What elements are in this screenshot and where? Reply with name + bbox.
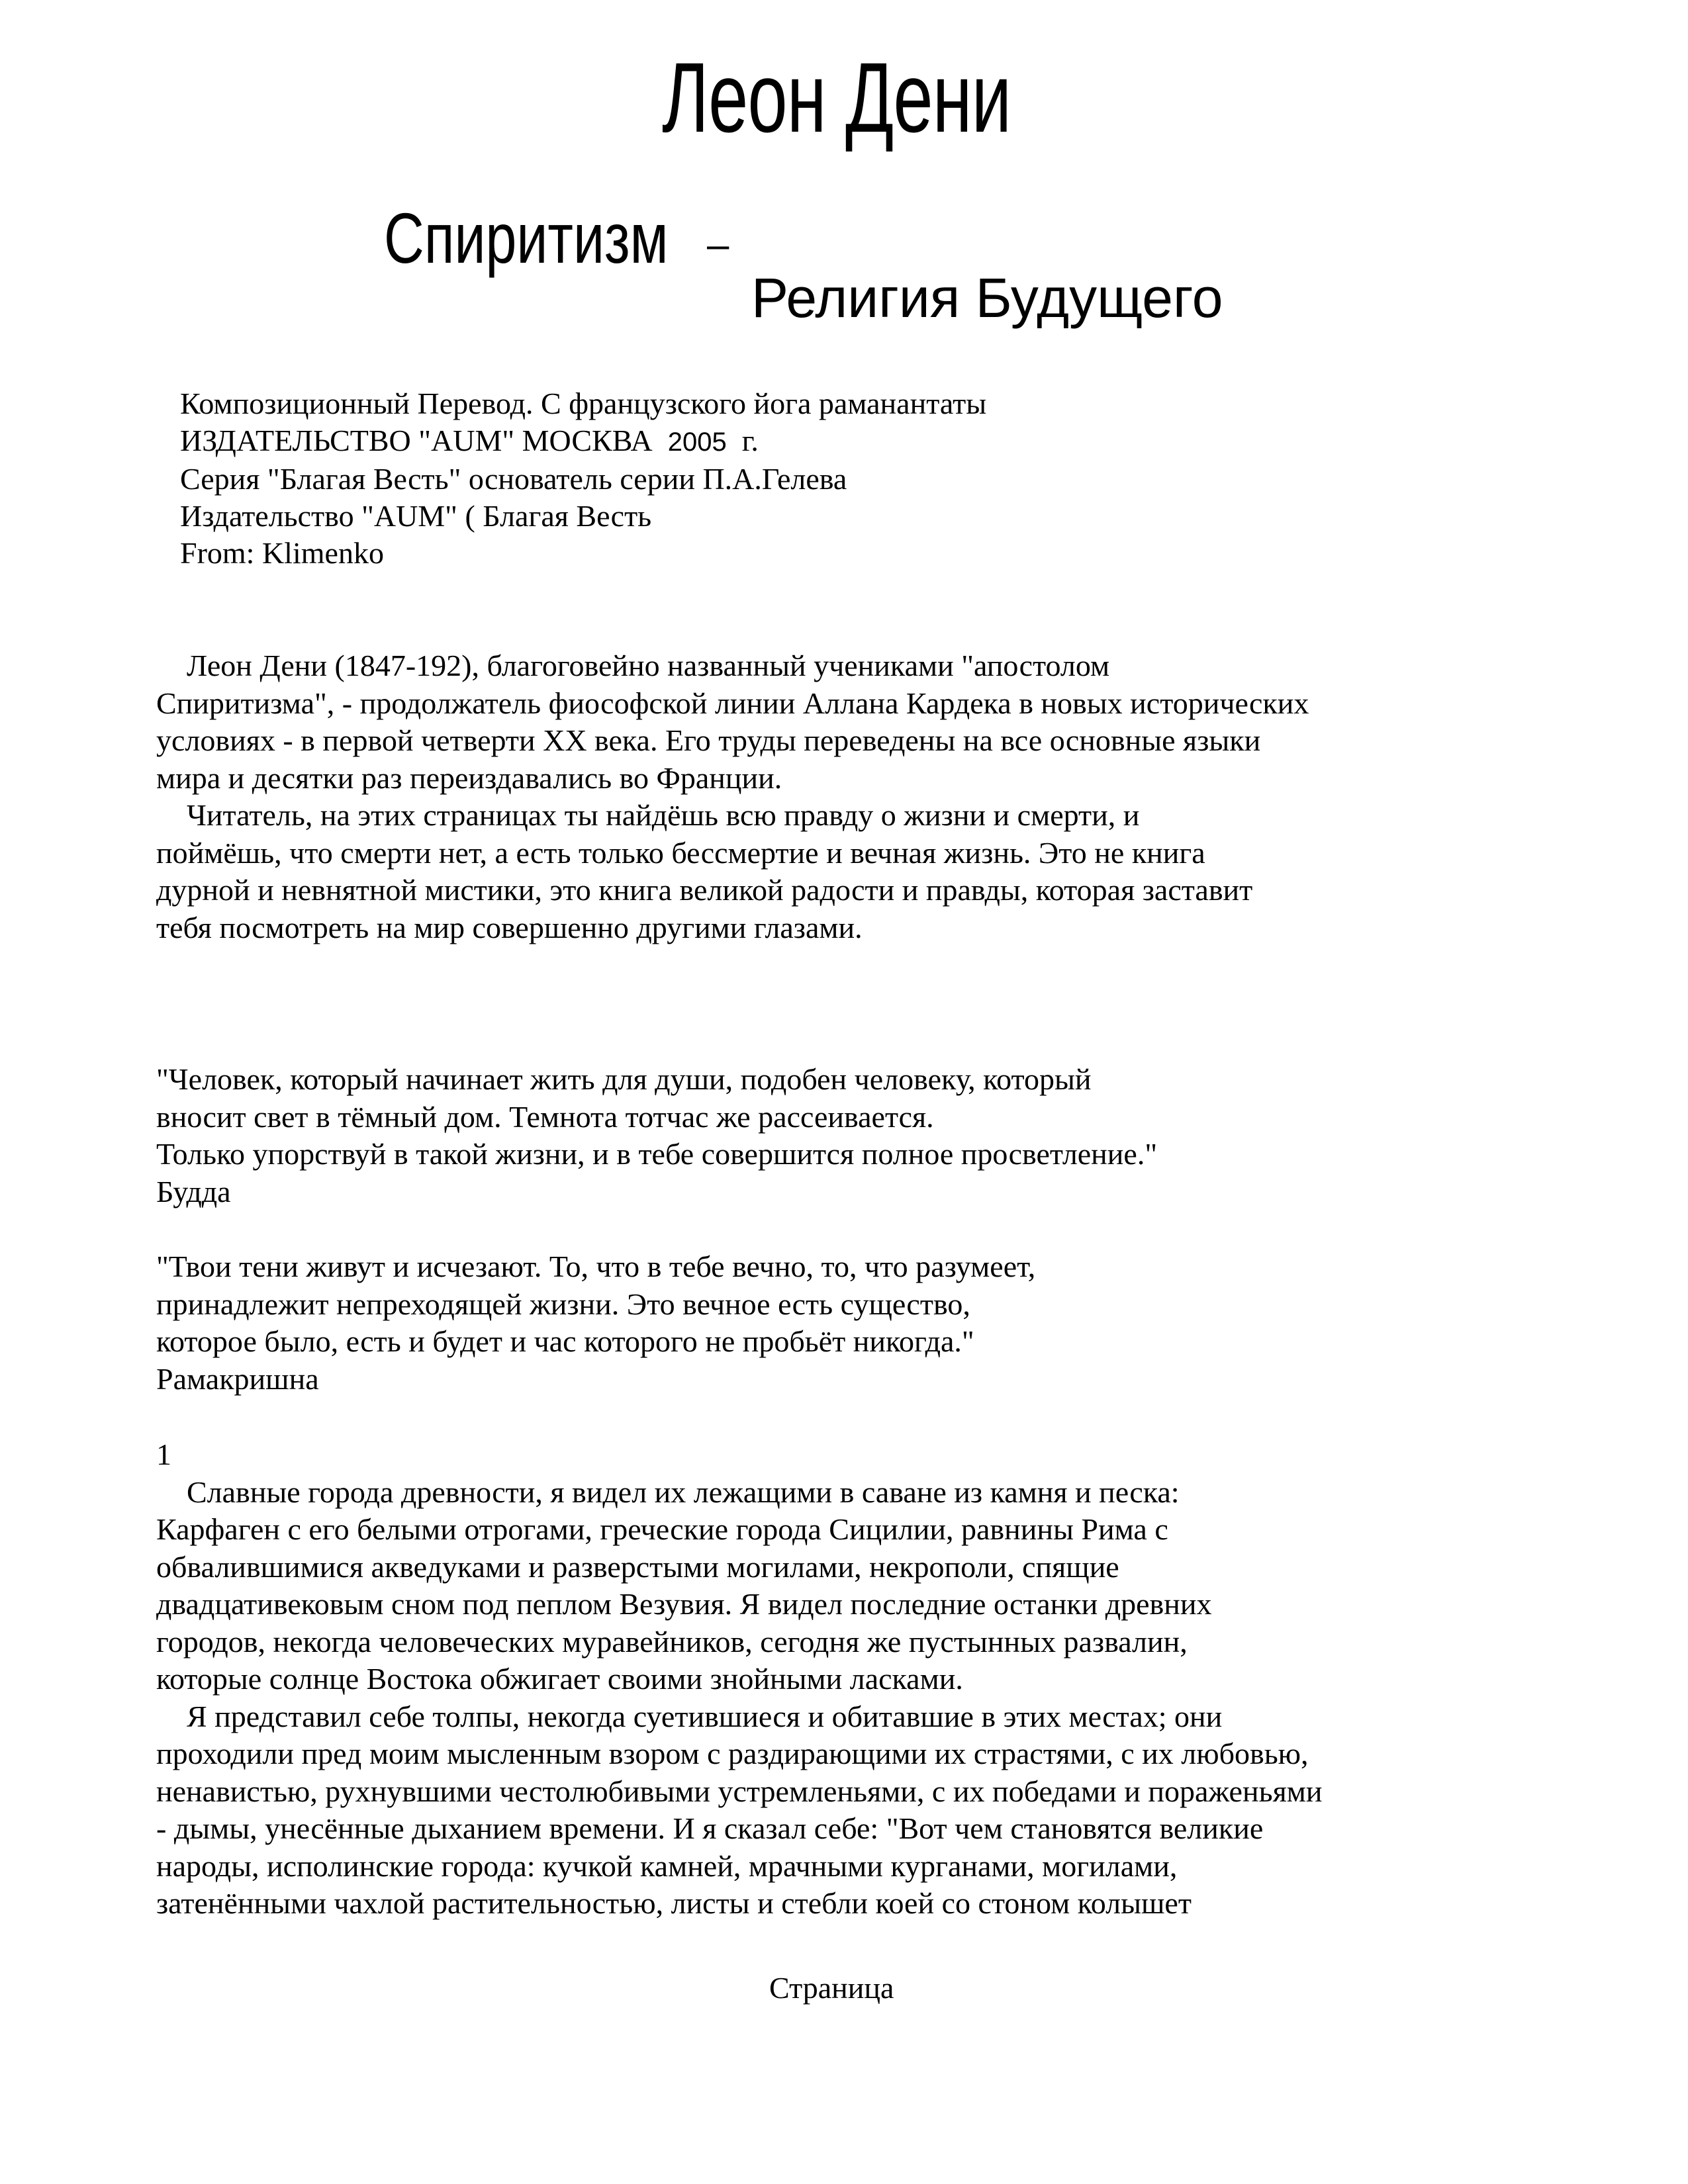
year-suffix: г. <box>741 424 759 457</box>
quote-buddha <box>156 1061 1157 1210</box>
intro-line: Леон Дени (1847-192), благоговейно названный учениками "апостолом <box>187 649 1110 682</box>
book-title-part2: Религия Будущего <box>751 267 1223 329</box>
quote-line: "Твои тени живут и исчезают. То, что в тебе вечно, то, что разумеет, <box>156 1250 1036 1283</box>
page-footer-label: Страница <box>769 1971 894 2005</box>
author-name: Леон Дени <box>662 42 1011 153</box>
publication-line <box>180 422 986 461</box>
intro-line: Читатель, на этих страницах ты найдёшь всю правду о жизни и смерти, и <box>187 798 1140 832</box>
chapter-line: затенёнными чахлой растительностью, листы и стебли коей со стоном колышет <box>156 1886 1192 1920</box>
intro-line: Спиритизма", - продолжатель фиософской линии Аллана Кардека в новых исторических <box>156 686 1309 720</box>
chapter-line: Славные города древности, я видел их лежащими в саване из камня и песка: <box>187 1475 1180 1509</box>
chapter-line: которые солнце Востока обжигает своими знойными ласками. <box>156 1662 963 1696</box>
chapter-line: ненавистью, рухнувшими честолюбивыми устремленьями, с их победами и пораженьями <box>156 1774 1323 1808</box>
publication-line: Серия "Благая Весть" основатель серии П.А.Гелева <box>180 462 847 496</box>
publication-line: From: Klimenko <box>180 536 384 570</box>
quote-ramakrishna <box>156 1248 1035 1398</box>
publisher-city: ИЗДАТЕЛЬСТВО "AUM" МОСКВА <box>180 424 653 457</box>
quote-line: которое было, есть и будет и час которого не пробьёт никогда." <box>156 1324 974 1358</box>
chapter-1 <box>156 1436 1322 1923</box>
chapter-line: - дымы, унесённые дыханием времени. И я сказал себе: "Вот чем становятся великие <box>156 1811 1264 1845</box>
intro-line: мира и десятки раз переиздавались во Франции. <box>156 760 782 795</box>
chapter-line: обвалившимися акведуками и разверстыми могилами, некрополи, спящие <box>156 1549 1119 1584</box>
publication-line: Издательство "AUM" ( Благая Весть <box>180 499 652 533</box>
publication-info <box>180 385 986 572</box>
quote-attribution: Будда <box>156 1174 231 1208</box>
chapter-line: двадцативековым сном под пеплом Везувия. Я видел последние останки древних <box>156 1587 1212 1621</box>
book-title-part1: Спиритизм <box>384 198 669 278</box>
quote-attribution: Рамакришна <box>156 1361 319 1396</box>
quote-line: "Человек, который начинает жить для души, подобен человеку, который <box>156 1062 1092 1096</box>
intro-line: тебя посмотреть на мир совершенно другими глазами. <box>156 910 863 944</box>
chapter-line: Карфаген с его белыми отрогами, греческие города Сицилии, равнины Рима с <box>156 1512 1168 1546</box>
chapter-line: городов, некогда человеческих муравейников, сегодня же пустынных развалин, <box>156 1624 1188 1659</box>
quote-line: вносит свет в тёмный дом. Темнота тотчас же рассеивается. <box>156 1099 934 1134</box>
chapter-line: проходили пред моим мысленным взором с раздирающими их страстями, с их любовью, <box>156 1737 1309 1770</box>
publication-year: 2005 <box>667 428 727 457</box>
publication-line: Композиционный Перевод. С французского йога раманантаты <box>180 387 987 420</box>
quote-line: Только упорствуй в такой жизни, и в тебе совершится полное просветление." <box>156 1137 1158 1171</box>
chapter-line: народы, исполинские города: кучкой камней, мрачными курганами, могилами, <box>156 1848 1178 1883</box>
intro-line: условиях - в первой четверти XX века. Его труды переведены на все основные языки <box>156 723 1261 757</box>
quote-line: принадлежит непреходящей жизни. Это вечное есть существо, <box>156 1287 970 1321</box>
intro-block <box>156 647 1309 946</box>
chapter-number: 1 <box>156 1437 171 1471</box>
chapter-line: Я представил себе толпы, некогда суетившиеся и обитавшие в этих местах; они <box>187 1699 1223 1733</box>
title-dash: – <box>707 222 729 267</box>
intro-line: дурной и невнятной мистики, это книга великой радости и правды, которая заставит <box>156 873 1253 907</box>
intro-line: поймёшь, что смерти нет, а есть только бессмертие и вечная жизнь. Это не книга <box>156 835 1205 870</box>
